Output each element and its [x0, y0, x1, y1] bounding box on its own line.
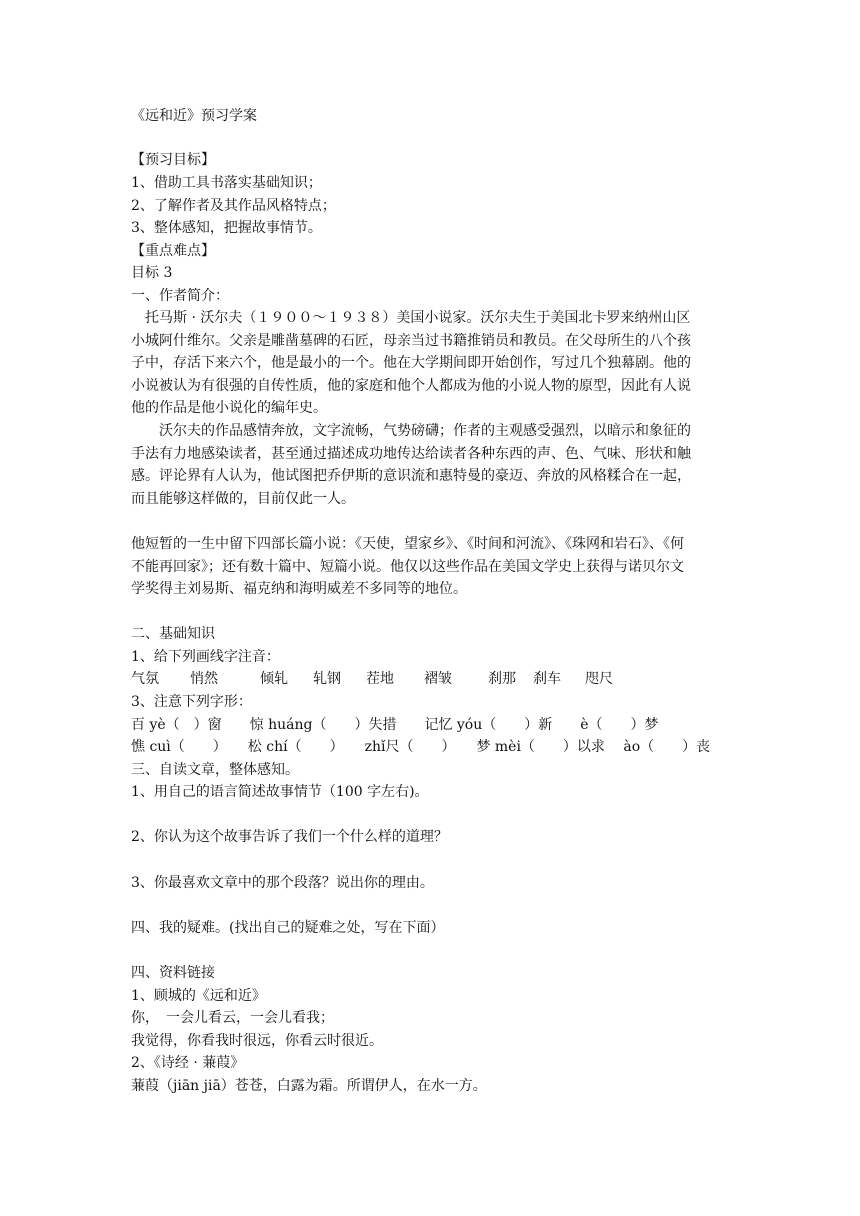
author-paragraph-2-line: 手法有力地感染读者，甚至通过描述成功地传达给读者各种东西的声、色、气味、形状和触: [131, 446, 691, 462]
author-paragraph-1-line: 小城阿什维尔。父亲是雕凿墓碑的石匠，母亲当过书籍推销员和教员。在父母所生的八个孩: [131, 333, 691, 349]
pinyin-word: 气氛: [131, 671, 159, 687]
poem-line: 我觉得，你看我时很远，你看云时很近。: [131, 1033, 383, 1049]
pinyin-word: 茬地: [366, 671, 394, 687]
key-difficulty-text: 目标 3: [131, 265, 173, 281]
pinyin-word: 轧钢: [313, 671, 341, 687]
resources-heading: 四、资料链接: [131, 965, 215, 981]
author-paragraph-3-line: 他短暂的一生中留下四部长篇小说：《天使，望家乡》、《时间和河流》、《珠网和岩石》、《何: [131, 536, 684, 552]
reading-question-1: 1、用自己的语言简述故事情节（100 字左右)。: [131, 784, 429, 800]
pinyin-word: 褶皱: [424, 671, 452, 687]
document-title: 《远和近》预习学案: [131, 108, 257, 124]
reading-question-2: 2、你认为这个故事告诉了我们一个什么样的道理？: [131, 829, 448, 845]
author-paragraph-1-line: 小说被认为有很强的自传性质，他的家庭和他个人都成为他的小说人物的原型，因此有人说: [131, 378, 691, 394]
goals-heading: 【预习目标】: [131, 152, 215, 168]
author-paragraph-2-line: 感。评论界有人认为，他试图把乔伊斯的意识流和惠特曼的豪迈、奔放的风格糅合在一起，: [131, 468, 691, 484]
character-form-heading: 3、注意下列字形：: [131, 694, 252, 710]
author-paragraph-3-line: 学奖得主刘易斯、福克纳和海明威差不多同等的地位。: [131, 581, 467, 597]
reading-section-heading: 三、自读文章，整体感知。: [131, 762, 299, 778]
character-form-row: 百 yè（ ）窗 惊 huáng（ ）失措 记忆 yóu（ ）新 è（ ）梦: [131, 717, 659, 733]
resource-1-heading: 1、顾城的《远和近》: [131, 988, 266, 1004]
pinyin-word: 咫尺: [585, 671, 613, 687]
goal-1: 1、借助工具书落实基础知识；: [131, 175, 322, 191]
author-paragraph-1-line: 托马斯 · 沃尔夫（１９００～１９３８）美国小说家。沃尔夫生于美国北卡罗来纳州山区: [145, 310, 691, 326]
basic-knowledge-heading: 二、基础知识: [131, 626, 215, 642]
resource-2-heading: 2、《诗经 · 蒹葭》: [131, 1055, 245, 1071]
author-paragraph-1-line: 子中，存活下来六个，他是最小的一个。他在大学期间即开始创作，写过几个独幕剧。他的: [131, 355, 691, 371]
reading-question-3: 3、你最喜欢文章中的那个段落？说出你的理由。: [131, 875, 434, 891]
poem-line: 你， 一会儿看云，一会儿看我；: [131, 1010, 334, 1026]
pinyin-word: 刹那: [488, 671, 516, 687]
pinyin-word: 悄然: [190, 671, 218, 687]
author-section-heading: 一、作者简介：: [131, 288, 229, 304]
goal-2: 2、了解作者及其作品风格特点；: [131, 198, 336, 214]
goal-3: 3、整体感知，把握故事情节。: [131, 220, 322, 236]
shijing-line: 蒹葭（jiān jiā）苍苍，白露为霜。所谓伊人，在水一方。: [131, 1078, 487, 1094]
pinyin-word: 刹车: [533, 671, 561, 687]
author-paragraph-1-line: 他的作品是他小说化的编年史。: [131, 400, 327, 416]
difficulties-heading: 四、我的疑难。(找出自己的疑难之处，写在下面）: [131, 920, 445, 936]
author-paragraph-2-line: 沃尔夫的作品感情奔放，文字流畅，气势磅礴；作者的主观感受强烈，以暗示和象征的: [159, 423, 691, 439]
character-form-row: 憔 cuì（ ） 松 chí（ ） zhǐ尺（ ） 梦 mèi（ ）以求 ào（ ）丧: [131, 739, 711, 755]
pinyin-word: 倾轧: [260, 671, 288, 687]
author-paragraph-3-line: 不能再回家》；还有数十篇中、短篇小说。他仅以这些作品在美国文学史上获得与诺贝尔文: [131, 559, 684, 575]
key-difficulty-heading: 【重点难点】: [131, 243, 215, 259]
pinyin-question-heading: 1、给下列画线字注音：: [131, 649, 280, 665]
author-paragraph-2-line: 而且能够这样做的，目前仅此一人。: [131, 491, 355, 507]
